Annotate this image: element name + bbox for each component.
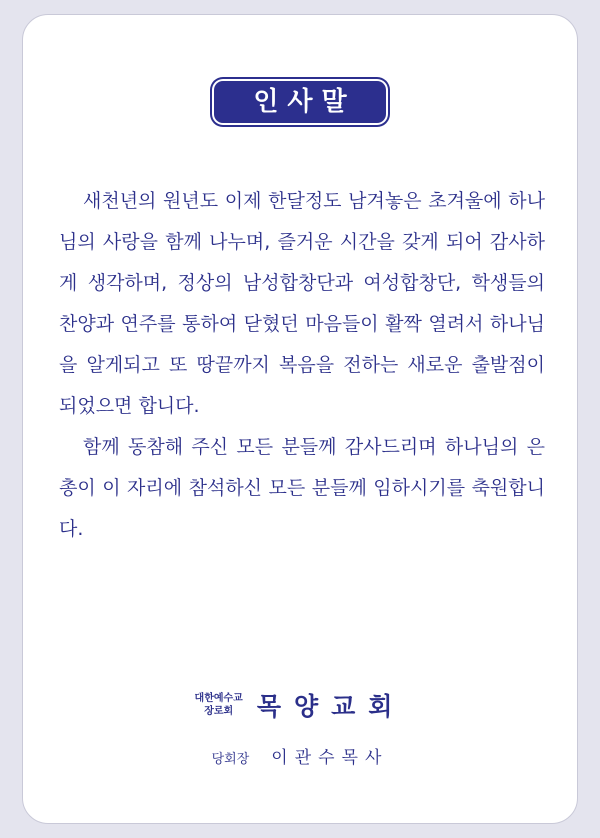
greeting-body (59, 181, 545, 550)
pastor-signature (23, 743, 577, 768)
denomination (195, 692, 243, 718)
pastor-name: 이관수목사 (271, 748, 389, 768)
title-container (23, 81, 577, 123)
church-signature (23, 687, 577, 723)
pastor-title: 당회장 (211, 752, 250, 767)
greeting-card (22, 14, 578, 824)
page-title: 인사말 (214, 81, 386, 123)
church-name: 목양교회 (256, 692, 406, 721)
denomination-line-2: 장로회 (204, 706, 234, 717)
denomination-line-1: 대한예수교 (194, 693, 243, 704)
paragraph-2: 함께 동참해 주신 모든 분들께 감사드리며 하나님의 은총이 이 자리에 참석하신 모든 분들께 임하시기를 축원합니다. (59, 436, 545, 540)
paragraph-1: 새천년의 원년도 이제 한달정도 남겨놓은 초겨울에 하나님의 사랑을 함께 나누며, 즐거운 시간을 갖게 되어 감사하게 생각하며, 정상의 남성합창단과 여성합창단, 학생들의 찬양과 연주를 통하여 닫혔던 마음들이 활짝 열려서 하나님을 알게되고 또 땅끝까지 복음을 전하는 새로운 출발점이 되었으면 합니다. (59, 190, 545, 417)
